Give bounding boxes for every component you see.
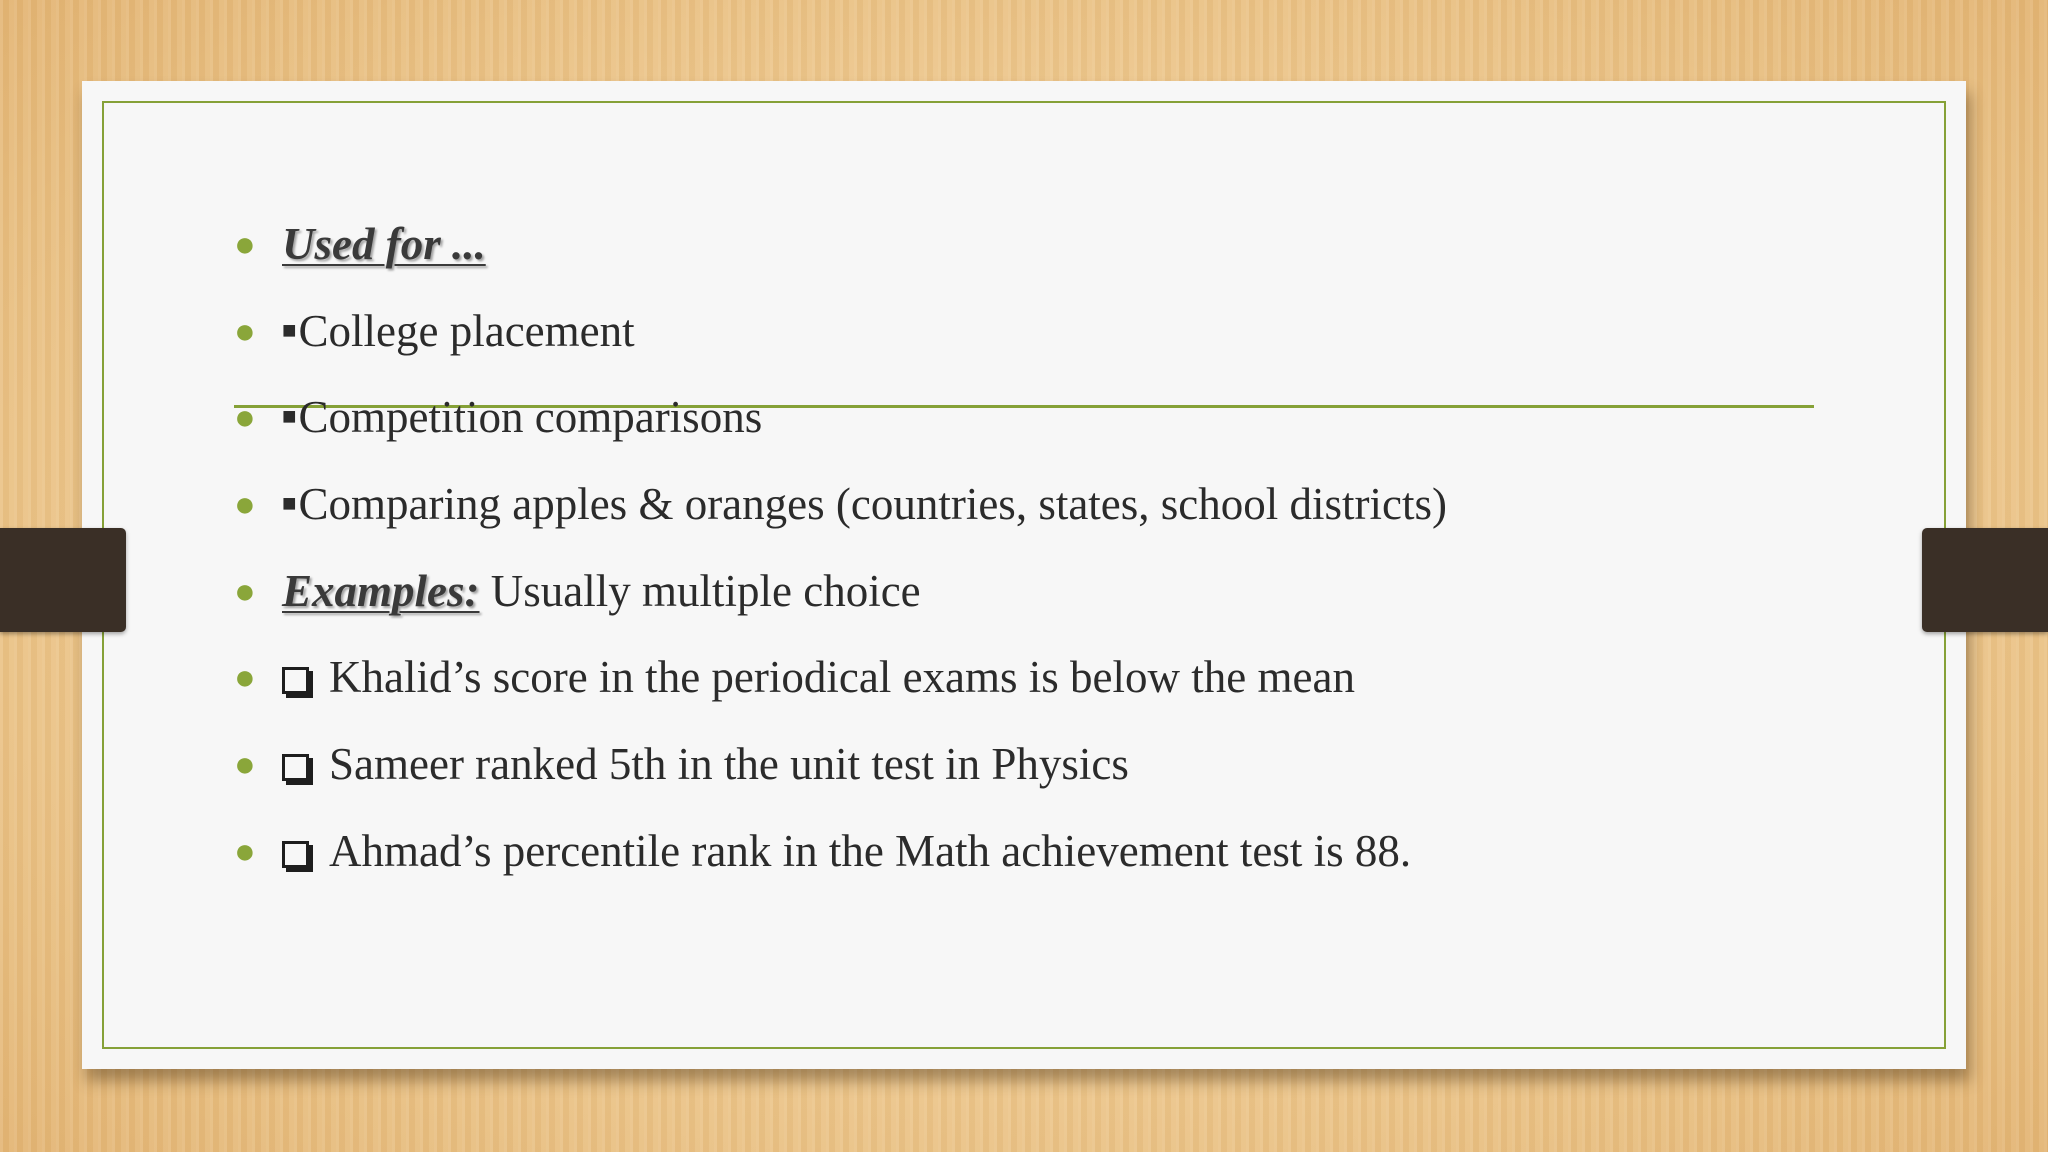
checkbox-icon — [282, 667, 309, 694]
bullet-dot-icon: ● — [234, 744, 256, 785]
bullet-heading: Examples: — [282, 565, 480, 616]
checkbox-icon — [282, 754, 309, 781]
bullet-row-ahmad — [234, 821, 1447, 908]
bullet-row-sameer — [234, 734, 1447, 821]
bullet-row-comparing-apples-oranges — [234, 474, 1447, 561]
bullet-list — [234, 214, 1447, 908]
bullet-dot-icon: ● — [234, 570, 256, 611]
bullet-dot-icon: ● — [234, 224, 256, 264]
bullet-dot-icon: ● — [234, 397, 256, 438]
left-binder-clip — [0, 528, 126, 632]
bullet-dot-icon: ● — [234, 830, 256, 871]
square-bullet-icon: ■ — [282, 317, 297, 344]
bullet-text: Khalid’s score in the periodical exams is below the mean — [329, 652, 1355, 703]
bullet-dot-icon: ● — [234, 484, 256, 525]
checkbox-icon — [282, 841, 309, 868]
bullet-text: Comparing apples & oranges (countries, states, school districts) — [298, 479, 1448, 530]
bullet-text: Ahmad’s percentile rank in the Math achievement test is 88. — [329, 825, 1412, 876]
bullet-text: Competition comparisons — [298, 392, 763, 443]
bullet-heading: Used for ... — [282, 219, 486, 269]
bullet-dot-icon: ● — [234, 310, 256, 351]
square-bullet-icon: ■ — [282, 404, 297, 431]
bullet-text: College placement — [298, 305, 635, 356]
bullet-row-khalid — [234, 647, 1447, 734]
bullet-dot-icon: ● — [234, 657, 256, 698]
bullet-text: Sameer ranked 5th in the unit test in Physics — [329, 739, 1129, 790]
bullet-row-examples — [234, 561, 1447, 648]
bullet-row-used-for — [234, 214, 1447, 301]
square-bullet-icon: ■ — [282, 491, 297, 518]
bullet-text: Usually multiple choice — [479, 565, 921, 616]
bullet-row-college-placement — [234, 301, 1447, 388]
bullet-row-competition-comparisons — [234, 387, 1447, 474]
right-binder-clip — [1922, 528, 2048, 632]
